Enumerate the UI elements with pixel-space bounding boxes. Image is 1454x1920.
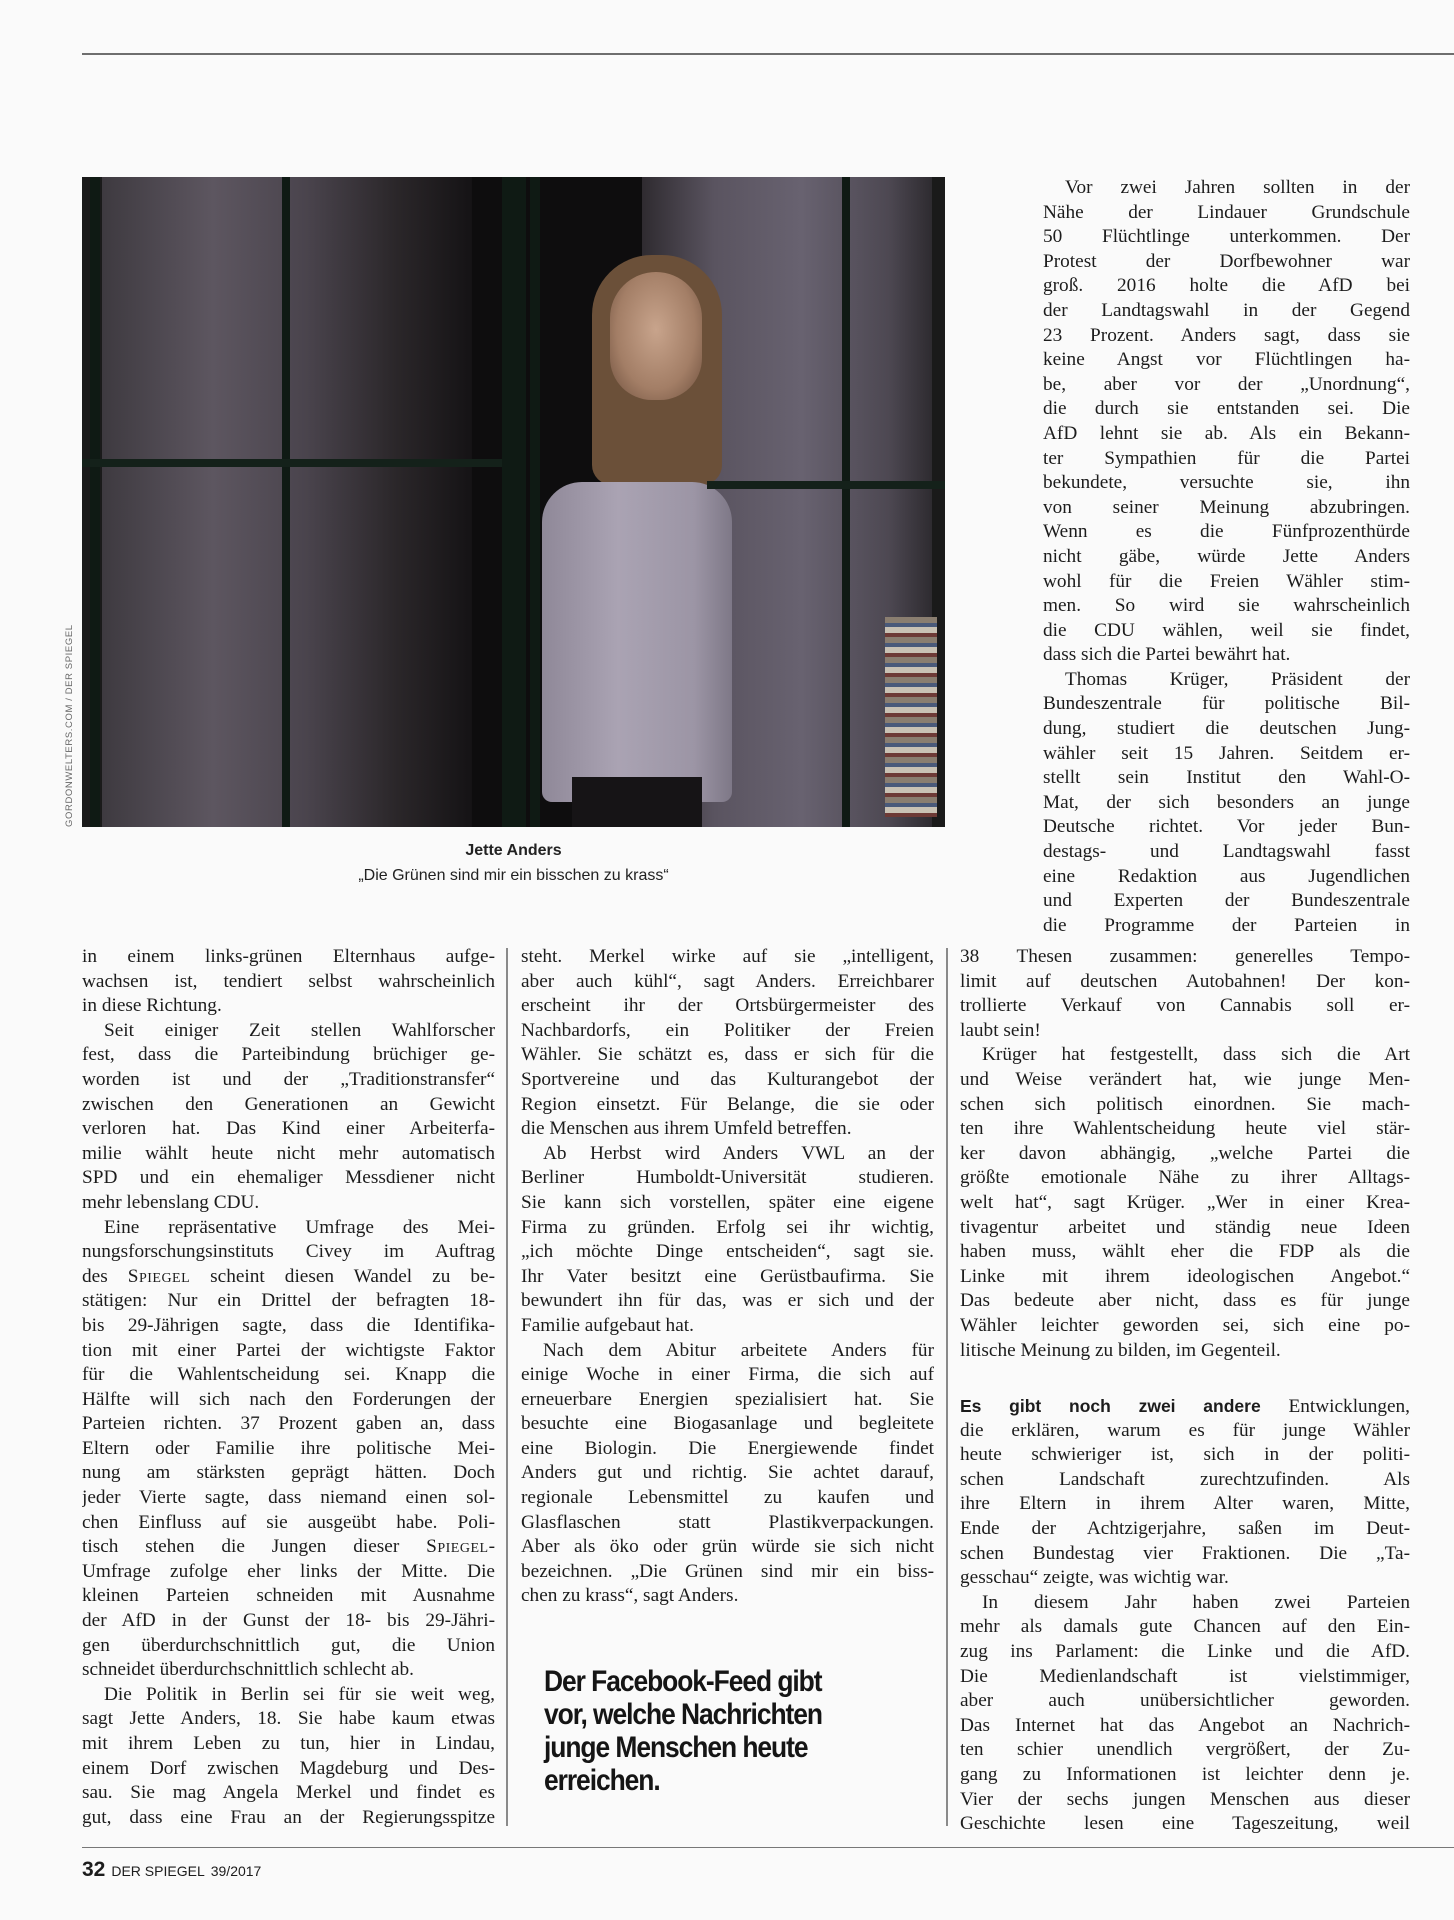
- text-line: Das Internet hat das Angebot an Nachrich-: [960, 1714, 1410, 1736]
- text-line: ten ihre Wahlentscheidung heute viel stär-: [960, 1118, 1410, 1140]
- magazine-name: DER SPIEGEL: [111, 1863, 205, 1879]
- pull-quote-line: junge Menschen heute: [544, 1731, 808, 1764]
- text-line: der AfD in der Gunst der 18- bis 29-Jähri-: [82, 1610, 495, 1632]
- text-line: Vier der sechs jungen Menschen aus dieser: [960, 1788, 1410, 1810]
- text-line: regionale Lebensmittel zu kaufen und: [521, 1487, 934, 1509]
- text-line: einem Dorf zwischen Magdeburg und Des-: [82, 1757, 495, 1779]
- text-line: dass sich die Partei bewährt hat.: [1043, 644, 1291, 666]
- text-line: mehr als damals gute Chancen auf den Ein-: [960, 1616, 1410, 1638]
- window-frame: [282, 177, 290, 827]
- text-line: aber auch unübersichtlicher geworden.: [960, 1690, 1410, 1712]
- text-line: Ende der Achtzigerjahre, saßen im Deut-: [960, 1517, 1410, 1539]
- text-line: Wähler. Sie schätzt es, dass er sich für die: [521, 1044, 934, 1066]
- text-line: stätigen: Nur ein Drittel der befragten 18-: [82, 1290, 495, 1312]
- text-line: nicht gäbe, würde Jette Anders: [1043, 545, 1410, 567]
- text-line: chen zu krass“, sagt Anders.: [521, 1585, 739, 1607]
- text-line: Nähe der Lindauer Grundschule: [1043, 201, 1410, 223]
- text-line: die Programme der Parteien in: [1043, 914, 1410, 936]
- column-divider: [946, 948, 948, 1826]
- text-line: Anders gut und richtig. Sie achtet darauf,: [521, 1462, 934, 1484]
- caption-quote: „Die Grünen sind mir ein bisschen zu krass“: [358, 867, 669, 884]
- magazine-name-inline: Spiegel: [426, 1536, 489, 1558]
- text-line: Die Politik in Berlin sei für sie weit weg,: [104, 1683, 495, 1705]
- text-line: chen Einfluss auf sie ausgeübt habe. Poli-: [82, 1511, 495, 1533]
- page-footer: [82, 1858, 261, 1882]
- text-line: bewundert ihn für das, was er sich und der: [521, 1290, 934, 1312]
- text-line: mehr lebenslang CDU.: [82, 1191, 260, 1213]
- text-line: Nach dem Abitur arbeitete Anders für: [543, 1339, 934, 1361]
- text-line: des Spiegel scheint diesen Wandel zu be-: [82, 1265, 495, 1287]
- caption-name: Jette Anders: [465, 842, 562, 859]
- text-line: Das bedeute aber nicht, dass es für junge: [960, 1290, 1410, 1312]
- text-line: nung am stärksten geprägt hätten. Doch: [82, 1462, 495, 1484]
- text-line: groß. 2016 holte die AfD bei: [1043, 275, 1410, 297]
- pull-quote-line: vor, welche Nachrichten: [544, 1698, 822, 1731]
- text-line: zwischen den Generationen an Gewicht: [82, 1093, 495, 1115]
- column-right-bottom: [960, 945, 1410, 1363]
- text-line: sagt Jette Anders, 18. Sie habe kaum etwas: [82, 1708, 495, 1730]
- text-line: 50 Flüchtlinge unterkommen. Der: [1043, 226, 1410, 248]
- text-line: bezeichnen. „Die Grünen sind mir ein biss-: [521, 1560, 934, 1582]
- text-line: Eine repräsentative Umfrage des Mei-: [104, 1216, 495, 1238]
- text-line: Mat, der sich besonders an junge: [1043, 791, 1410, 813]
- text-line: die durch sie entstanden sei. Die: [1043, 398, 1410, 420]
- text-line: Sportvereine und das Kulturangebot der: [521, 1068, 934, 1090]
- text-line: Wenn es die Fünfprozenthürde: [1043, 521, 1410, 543]
- text-line: schneidet überdurchschnittlich schlecht ab.: [82, 1659, 414, 1681]
- text-line: schen Landschaft zurechtzufinden. Als: [960, 1468, 1410, 1490]
- page-number: 32: [82, 1858, 106, 1881]
- text-line: von seiner Meinung abzubringen.: [1043, 496, 1410, 518]
- text-line: gang zu Informationen ist leichter denn je.: [960, 1763, 1410, 1785]
- text-line: be, aber vor der „Unordnung“,: [1043, 373, 1410, 395]
- section-body: [960, 1419, 1410, 1837]
- text-line: Glasflaschen statt Plastikverpackungen.: [521, 1511, 934, 1533]
- pull-quote-line: Der Facebook-Feed gibt: [544, 1665, 822, 1698]
- text-line: 38 Thesen zusammen: generelles Tempo-: [960, 946, 1410, 967]
- text-line: Familie aufgebaut hat.: [521, 1314, 694, 1336]
- text-line: „ich möchte Dinge entscheiden“, sagt sie.: [521, 1241, 934, 1263]
- text-line: men. So wird sie wahrscheinlich: [1043, 595, 1410, 617]
- window-frame: [502, 177, 526, 827]
- text-line: tivagentur arbeitet und ständig neue Ideen: [960, 1216, 1410, 1238]
- text-line: Protest der Dorfbewohner war: [1043, 250, 1410, 272]
- column-right-top: [1043, 176, 1410, 938]
- window-frame: [842, 177, 850, 827]
- text-line: worden ist und der „Traditionstransfer“: [82, 1068, 495, 1090]
- text-line: Aber als öko oder grün würde sie sich nicht: [521, 1536, 934, 1558]
- text-line: bis 29-Jährigen sagte, dass die Identifika-: [82, 1314, 495, 1336]
- photo-person-legs: [572, 777, 702, 827]
- text-line: erscheint ihr der Ortsbürgermeister des: [521, 995, 934, 1017]
- text-line: In diesem Jahr haben zwei Parteien: [982, 1591, 1410, 1613]
- text-line: gen überdurchschnittlich gut, die Union: [82, 1634, 495, 1656]
- text-line: und Experten der Bundeszentrale: [1043, 890, 1410, 912]
- window-crossbar: [707, 481, 945, 489]
- text-line: gut, dass eine Frau an der Regierungsspitze: [82, 1806, 495, 1828]
- text-line: Sie kann sich vorstellen, später eine eigene: [521, 1191, 934, 1213]
- text-line: Wähler leichter geworden sei, sich eine po-: [960, 1314, 1410, 1336]
- text-line: ker davon abhängig, „welche Partei die: [960, 1142, 1410, 1164]
- text-line: Krüger hat festgestellt, dass sich die Art: [982, 1044, 1410, 1066]
- text-line: Hälfte will sich nach den Forderungen der: [82, 1388, 495, 1410]
- text-line: keine Angst vor Flüchtlingen ha-: [1043, 349, 1410, 371]
- column-middle: [521, 945, 934, 1609]
- text-line: eine Biologin. Die Energiewende findet: [521, 1437, 934, 1459]
- text-line: 23 Prozent. Anders sagt, dass sie: [1043, 324, 1410, 346]
- text-line: aber auch kühl“, sagt Anders. Erreichbarer: [521, 970, 934, 992]
- photo-person-body: [542, 482, 732, 802]
- text-line: in diese Richtung.: [82, 995, 222, 1017]
- text-line: Geschichte lesen eine Tageszeitung, weil: [960, 1813, 1410, 1835]
- window-crossbar: [82, 459, 502, 467]
- section-lead: Es gibt noch zwei andere: [960, 1396, 1261, 1416]
- text-line: Umfrage zufolge eher links der Mitte. Die: [82, 1560, 495, 1582]
- text-line: ihre Eltern in ihrem Alter waren, Mitte,: [960, 1493, 1410, 1515]
- text-line: Region einsetzt. Für Belange, die sie oder: [521, 1093, 934, 1115]
- text-line: wähler seit 15 Jahren. Seitdem er-: [1043, 742, 1410, 764]
- text-line: fest, dass die Parteibindung brüchiger ge-: [82, 1044, 495, 1066]
- text-line: trollierte Verkauf von Cannabis soll er-: [960, 995, 1410, 1017]
- magazine-name-inline: Spiegel: [127, 1265, 191, 1287]
- text-line: Thomas Krüger, Präsident der: [1065, 668, 1410, 690]
- issue-number: 39/2017: [210, 1863, 262, 1879]
- text-line: destags- und Landtagswahl fasst: [1043, 841, 1410, 863]
- text-line: milie wählt heute nicht mehr automatisch: [82, 1142, 495, 1164]
- text-line: schen Bundestag vier Fraktionen. Die „Ta-: [960, 1542, 1410, 1564]
- text-line: gesschau“ zeigte, was wichtig war.: [960, 1567, 1229, 1589]
- text-line: AfD lehnt sie ab. Als ein Bekann-: [1043, 422, 1410, 444]
- text-line: Die Medienlandschaft ist vielstimmiger,: [960, 1665, 1410, 1687]
- text-line: limit auf deutschen Autobahnen! Der kon-: [960, 970, 1410, 992]
- text-line: der Landtagswahl in der Gegend: [1043, 299, 1410, 321]
- text-line: bekundete, versuchte sie, ihn: [1043, 472, 1410, 494]
- column-left: [82, 945, 495, 1830]
- text-line: besuchte eine Biogasanlage und begleitete: [521, 1413, 934, 1435]
- text-line: haben muss, wählt eher die FDP als die: [960, 1241, 1410, 1263]
- text-line: schen sich politisch einordnen. Sie mach-: [960, 1093, 1410, 1115]
- pull-quote: [544, 1665, 861, 1797]
- text-line: ten schier unendlich vergrößert, der Zu-: [960, 1739, 1410, 1761]
- text-line: steht. Merkel wirke auf sie „intelligent,: [521, 946, 934, 967]
- text-line: wohl für die Freien Wähler stim-: [1043, 570, 1410, 592]
- text-line: Parteien richten. 37 Prozent gaben an, dass: [82, 1413, 495, 1435]
- bottom-rule: [82, 1847, 1454, 1848]
- text-line: Entwicklungen,: [1288, 1396, 1410, 1417]
- text-line: und Weise verändert hat, wie junge Men-: [960, 1068, 1410, 1090]
- text-line: Ab Herbst wird Anders VWL an der: [543, 1142, 934, 1164]
- text-line: Seit einiger Zeit stellen Wahlforscher: [104, 1019, 495, 1041]
- article-photo: [82, 177, 945, 827]
- text-line: sau. Sie mag Angela Merkel und findet es: [82, 1782, 495, 1804]
- text-line: eine Redaktion aus Jugendlichen: [1043, 865, 1410, 887]
- text-line: die erklären, warum es für junge Wähler: [960, 1419, 1410, 1441]
- text-line: Ihr Vater besitzt eine Gerüstbaufirma. Sie: [521, 1265, 934, 1287]
- text-line: mit ihrem Leben zu tun, hier in Lindau,: [82, 1733, 495, 1754]
- photo-person-face: [610, 272, 702, 400]
- text-line: für die Wahlentscheidung sei. Knapp die: [82, 1364, 495, 1386]
- text-line: tisch stehen die Jungen dieser Spiegel-: [82, 1536, 495, 1558]
- text-line: Eltern oder Familie ihre politische Mei-: [82, 1437, 495, 1459]
- text-line: in einem links-grünen Elternhaus aufge-: [82, 946, 495, 967]
- text-line: die Menschen aus ihrem Umfeld betreffen.: [521, 1118, 852, 1140]
- text-line: SPD und ein ehemaliger Messdiener nicht: [82, 1167, 495, 1189]
- top-rule: [82, 53, 1454, 55]
- text-line: kleinen Parteien schneiden mit Ausnahme: [82, 1585, 495, 1607]
- text-line: Nachbardorfs, ein Politiker der Freien: [521, 1019, 934, 1041]
- text-line: die CDU wählen, weil sie findet,: [1043, 619, 1410, 641]
- text-line: einige Woche in einer Firma, die sich auf: [521, 1364, 934, 1386]
- text-line: erneuerbare Energien spezialisiert hat. Sie: [521, 1388, 934, 1410]
- section-lead-line: [960, 1394, 1410, 1419]
- text-line: welt hat“, sagt Krüger. „Wer in einer Krea-: [960, 1191, 1410, 1213]
- photo-bookshelf: [885, 617, 937, 817]
- text-line: wachsen ist, tendiert selbst wahrscheinlich: [82, 970, 495, 992]
- window-frame: [530, 177, 540, 827]
- text-line: Vor zwei Jahren sollten in der: [1065, 177, 1410, 198]
- pull-quote-line: erreichen.: [544, 1764, 660, 1797]
- text-line: laubt sein!: [960, 1019, 1041, 1041]
- text-line: dung, studiert die deutschen Jung-: [1043, 718, 1410, 740]
- text-line: Linke mit ihrem ideologischen Angebot.“: [960, 1265, 1410, 1287]
- window-frame: [90, 177, 100, 827]
- text-line: nungsforschungsinstituts Civey im Auftrag: [82, 1241, 495, 1263]
- text-line: zug ins Parlament: die Linke und die AfD.: [960, 1640, 1410, 1662]
- text-line: verloren hat. Das Kind einer Arbeiterfa-: [82, 1118, 495, 1140]
- text-line: heute schwieriger ist, sich in der politi-: [960, 1444, 1410, 1466]
- text-line: Firma zu gründen. Erfolg sei ihr wichtig,: [521, 1216, 934, 1238]
- text-line: stellt sein Institut den Wahl-O-: [1043, 767, 1410, 789]
- column-right-section: [960, 1394, 1410, 1837]
- photo-credit: GORDONWELTERS.COM / DER SPIEGEL: [64, 624, 75, 827]
- text-line: litische Meinung zu bilden, im Gegenteil.: [960, 1339, 1281, 1361]
- text-line: ter Sympathien für die Partei: [1043, 447, 1410, 469]
- text-line: Bundeszentrale für politische Bil-: [1043, 693, 1410, 715]
- text-line: größte emotionale Nähe zu ihrer Alltags-: [960, 1167, 1410, 1189]
- column-divider: [506, 948, 508, 1826]
- text-line: tion mit einer Partei der wichtigste Faktor: [82, 1339, 495, 1361]
- text-line: Deutsche richtet. Vor jeder Bun-: [1043, 816, 1410, 838]
- text-line: jeder Vierte sagte, dass niemand einen sol-: [82, 1487, 495, 1509]
- text-line: Berliner Humboldt-Universität studieren.: [521, 1167, 934, 1189]
